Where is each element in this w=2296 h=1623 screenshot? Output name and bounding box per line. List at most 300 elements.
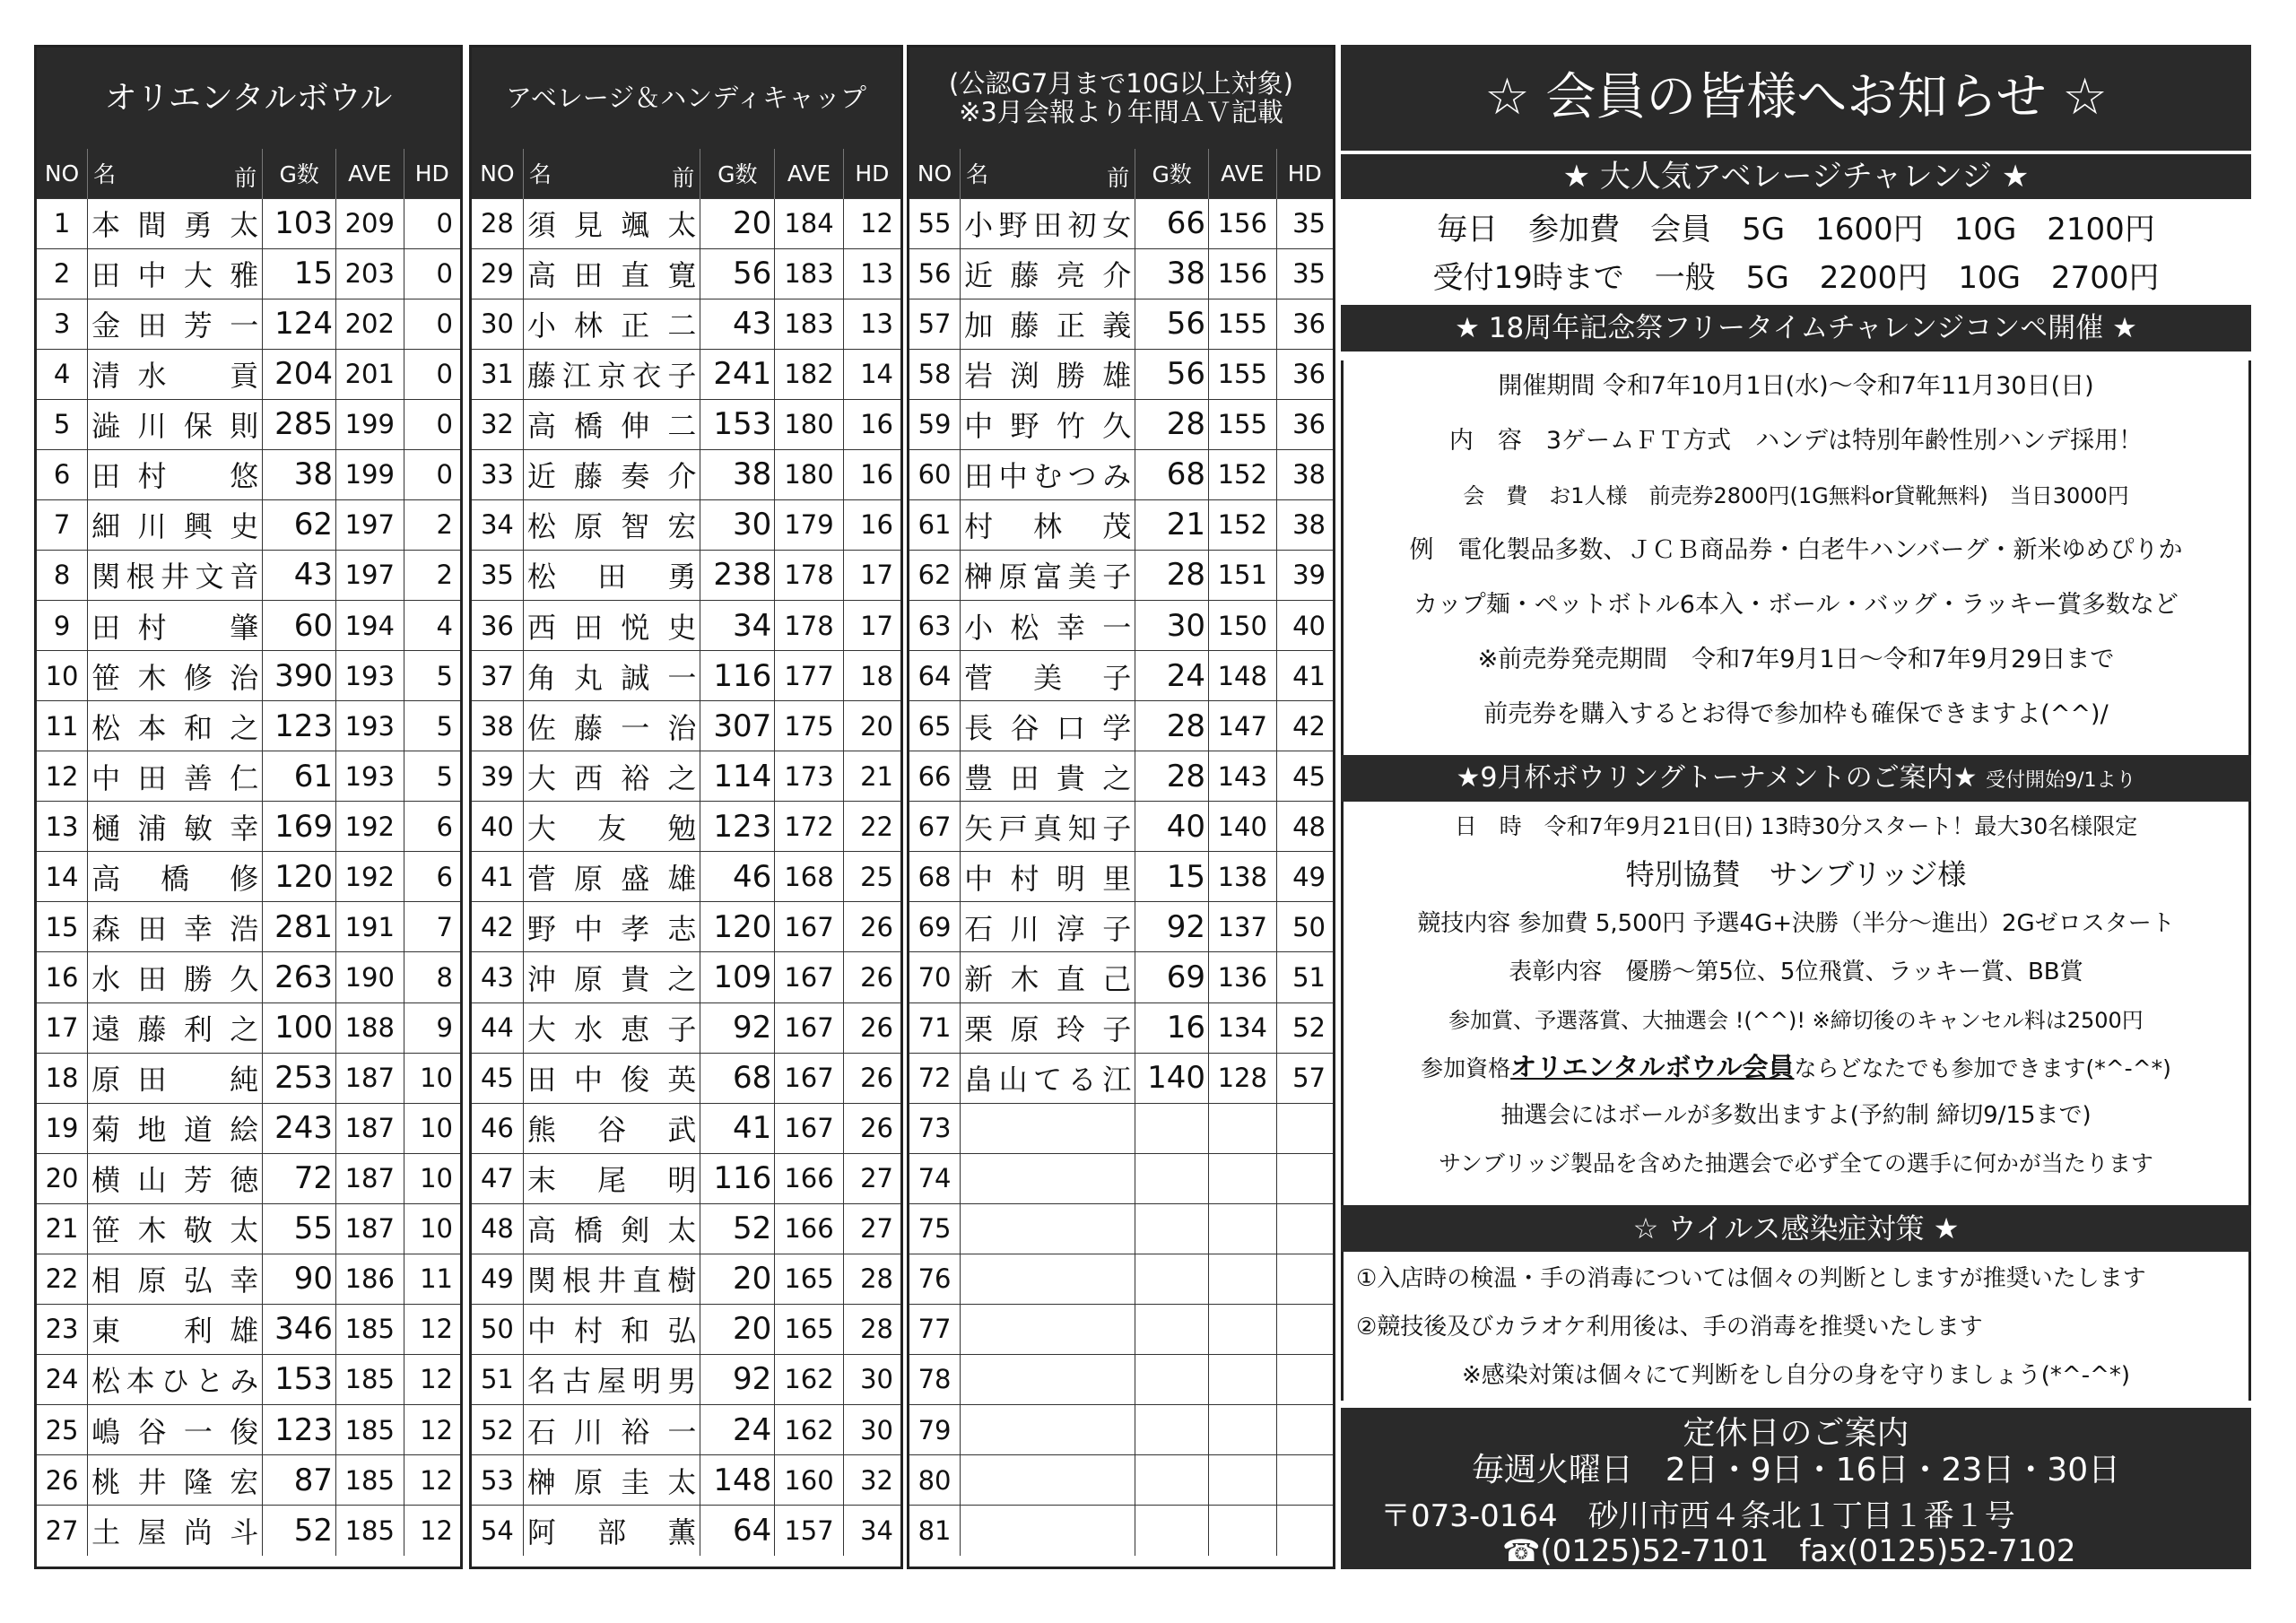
- table-row: [472, 952, 900, 1002]
- games-count: 92: [700, 1354, 775, 1404]
- player-name: 角丸誠一: [523, 651, 700, 701]
- games-count: 100: [263, 1002, 336, 1053]
- average: 202: [336, 299, 404, 349]
- games-count: [1135, 1405, 1209, 1455]
- games-count: [1135, 1103, 1209, 1153]
- table-row: [472, 349, 900, 399]
- games-count: 123: [700, 802, 775, 852]
- table-row: [909, 1002, 1333, 1053]
- table-row: [472, 399, 900, 449]
- rank-no: 2: [37, 248, 88, 299]
- table-row: [37, 1354, 460, 1404]
- section-title-infection: ☆ ウイルス感染症対策 ★: [1341, 1205, 2251, 1252]
- games-count: 346: [263, 1304, 336, 1354]
- player-name: [961, 1103, 1135, 1153]
- player-name: 野中孝志: [523, 902, 700, 952]
- rank-no: 58: [909, 349, 961, 399]
- rank-no: 3: [37, 299, 88, 349]
- rank-no: 37: [472, 651, 523, 701]
- rank-no: 70: [909, 952, 961, 1002]
- player-name: 矢戸真知子: [961, 802, 1135, 852]
- table-row: [37, 550, 460, 600]
- handicap: 20: [843, 701, 900, 751]
- games-count: 28: [1135, 701, 1209, 751]
- player-name: 田村 悠: [88, 449, 263, 499]
- player-name: 高 橋 修: [88, 852, 263, 902]
- games-count: 66: [1135, 198, 1209, 248]
- player-name: 田中大雅: [88, 248, 263, 299]
- header-average: AVE: [1209, 149, 1277, 198]
- handicap: 10: [404, 1103, 460, 1153]
- rank-no: 10: [37, 651, 88, 701]
- rank-no: 1: [37, 198, 88, 248]
- header-no: NO: [37, 149, 88, 198]
- header-no: NO: [909, 149, 961, 198]
- games-count: 38: [1135, 248, 1209, 299]
- header-average: AVE: [336, 149, 404, 198]
- rank-no: 34: [472, 499, 523, 550]
- games-count: 15: [263, 248, 336, 299]
- player-name: 田中むつみ: [961, 449, 1135, 499]
- games-count: 92: [1135, 902, 1209, 952]
- handicap: 32: [843, 1455, 900, 1506]
- player-name: 新木直己: [961, 952, 1135, 1002]
- average: 155: [1209, 399, 1277, 449]
- header-name: 名 前: [88, 149, 263, 198]
- player-name: 近藤亮介: [961, 248, 1135, 299]
- rank-no: 52: [472, 1405, 523, 1455]
- table-row: [909, 651, 1333, 701]
- games-count: 56: [700, 248, 775, 299]
- average: 183: [775, 248, 843, 299]
- handicap: 42: [1276, 701, 1333, 751]
- handicap: [1276, 1506, 1333, 1556]
- average: 140: [1209, 802, 1277, 852]
- average: 191: [336, 902, 404, 952]
- handicap: 12: [404, 1354, 460, 1404]
- average: 165: [775, 1254, 843, 1304]
- table-row: [37, 1254, 460, 1304]
- handicap: 35: [1276, 248, 1333, 299]
- player-name: 樋浦敏幸: [88, 802, 263, 852]
- player-name: 阿 部 薫: [523, 1506, 700, 1556]
- games-count: 120: [263, 852, 336, 902]
- games-count: 241: [700, 349, 775, 399]
- table-row: [472, 449, 900, 499]
- handicap: 17: [843, 601, 900, 651]
- average: 168: [775, 852, 843, 902]
- rank-no: 28: [472, 198, 523, 248]
- handicap: 49: [1276, 852, 1333, 902]
- rank-no: 60: [909, 449, 961, 499]
- average: 197: [336, 499, 404, 550]
- games-count: 52: [700, 1203, 775, 1254]
- table-row: [909, 952, 1333, 1002]
- average: 199: [336, 399, 404, 449]
- player-name: 関根井直樹: [523, 1254, 700, 1304]
- average: 150: [1209, 601, 1277, 651]
- table-row: [909, 248, 1333, 299]
- handicap: 9: [404, 1002, 460, 1053]
- rank-no: 42: [472, 902, 523, 952]
- average: 162: [775, 1405, 843, 1455]
- rank-no: 15: [37, 902, 88, 952]
- average: 137: [1209, 902, 1277, 952]
- player-name: 大 友 勉: [523, 802, 700, 852]
- average: [1209, 1304, 1277, 1354]
- games-count: 69: [1135, 952, 1209, 1002]
- rank-no: 14: [37, 852, 88, 902]
- games-count: 90: [263, 1254, 336, 1304]
- average: 167: [775, 952, 843, 1002]
- player-name: 名古屋明男: [523, 1354, 700, 1404]
- rank-no: 21: [37, 1203, 88, 1254]
- player-name: 森田幸浩: [88, 902, 263, 952]
- games-count: 34: [700, 601, 775, 651]
- handicap: 10: [404, 1153, 460, 1203]
- average: [1209, 1506, 1277, 1556]
- player-name: 小野田初女: [961, 198, 1135, 248]
- games-count: 253: [263, 1053, 336, 1103]
- rank-no: 66: [909, 751, 961, 802]
- table-row: [472, 1002, 900, 1053]
- average: 175: [775, 701, 843, 751]
- table-row: [37, 701, 460, 751]
- handicap: 0: [404, 349, 460, 399]
- store-info: 定休日のご案内 毎週火曜日 2日・9日・16日・23日・30日 〒073-0164 砂川市西４条北１丁目１番１号 ☎(0125)52-7101 fax(0125)52-7102: [1341, 1408, 2251, 1569]
- table-row: [37, 248, 460, 299]
- average: 136: [1209, 952, 1277, 1002]
- player-name: [961, 1354, 1135, 1404]
- handicap: 34: [843, 1506, 900, 1556]
- table-row: [37, 1153, 460, 1203]
- rank-no: 59: [909, 399, 961, 449]
- average: 185: [336, 1354, 404, 1404]
- rank-no: 53: [472, 1455, 523, 1506]
- table-row: [37, 751, 460, 802]
- average: 167: [775, 902, 843, 952]
- player-name: 遠藤利之: [88, 1002, 263, 1053]
- anniversary-details: [1341, 360, 2251, 755]
- average: 190: [336, 952, 404, 1002]
- games-count: 204: [263, 349, 336, 399]
- average: [1209, 1354, 1277, 1404]
- average: 173: [775, 751, 843, 802]
- table-row: [909, 852, 1333, 902]
- table-row: [472, 1455, 900, 1506]
- handicap: 12: [404, 1304, 460, 1354]
- table-row: [909, 1103, 1333, 1153]
- games-count: 124: [263, 299, 336, 349]
- rank-no: 48: [472, 1203, 523, 1254]
- rank-no: 79: [909, 1405, 961, 1455]
- games-count: 68: [700, 1053, 775, 1103]
- player-name: 榊原圭太: [523, 1455, 700, 1506]
- table-header: [37, 149, 460, 198]
- header-no: NO: [472, 149, 523, 198]
- games-count: 103: [263, 198, 336, 248]
- games-count: 64: [700, 1506, 775, 1556]
- table-row: [909, 550, 1333, 600]
- average: 160: [775, 1455, 843, 1506]
- player-name: 笹木敬太: [88, 1203, 263, 1254]
- player-name: 近藤奏介: [523, 449, 700, 499]
- rank-no: 72: [909, 1053, 961, 1103]
- average: 143: [1209, 751, 1277, 802]
- games-count: 38: [700, 449, 775, 499]
- handicap: 36: [1276, 349, 1333, 399]
- table-row: [37, 1506, 460, 1556]
- handicap: 4: [404, 601, 460, 651]
- handicap: 26: [843, 952, 900, 1002]
- games-count: 153: [700, 399, 775, 449]
- table-row: [472, 299, 900, 349]
- average: 188: [336, 1002, 404, 1053]
- infection-details: ①入店時の検温・手の消毒については個々の判断としますが推奨いたします ②競技後及びカラオケ利用後は、手の消毒を推奨いたします ※感染対策は個々にて判断をし自分の身を守りましょう(*^-^*): [1341, 1252, 2251, 1401]
- player-name: 清水 貢: [88, 349, 263, 399]
- average: 151: [1209, 550, 1277, 600]
- average: 185: [336, 1506, 404, 1556]
- table-row: [909, 499, 1333, 550]
- player-name: 熊 谷 武: [523, 1103, 700, 1153]
- average: 209: [336, 198, 404, 248]
- anniversary-line: 会 費 お1人様 前売券2800円(1G無料or貸靴無料) 当日3000円: [1463, 483, 2129, 508]
- games-count: 114: [700, 751, 775, 802]
- ranking-table: [472, 149, 900, 1556]
- handicap: 22: [843, 802, 900, 852]
- notice-column: [1341, 45, 2251, 1569]
- rank-no: 63: [909, 601, 961, 651]
- rank-no: 13: [37, 802, 88, 852]
- table-header: [472, 149, 900, 198]
- games-count: 20: [700, 1304, 775, 1354]
- average: 182: [775, 349, 843, 399]
- games-count: [1135, 1455, 1209, 1506]
- rank-no: 68: [909, 852, 961, 902]
- handicap: 0: [404, 449, 460, 499]
- handicap: 51: [1276, 952, 1333, 1002]
- table-row: [909, 1354, 1333, 1404]
- rank-no: 75: [909, 1203, 961, 1254]
- handicap: 30: [843, 1405, 900, 1455]
- handicap: 38: [1276, 499, 1333, 550]
- rank-no: 78: [909, 1354, 961, 1404]
- table-row: [37, 399, 460, 449]
- table-row: [472, 1506, 900, 1556]
- table-row: [909, 349, 1333, 399]
- games-count: 24: [1135, 651, 1209, 701]
- rank-no: 71: [909, 1002, 961, 1053]
- games-count: [1135, 1203, 1209, 1254]
- table-row: [37, 852, 460, 902]
- handicap: [1276, 1254, 1333, 1304]
- average: 192: [336, 852, 404, 902]
- rank-no: 23: [37, 1304, 88, 1354]
- section-title-anniversary: ★ 18周年記念祭フリータイムチャレンジコンペ開催 ★: [1341, 305, 2251, 352]
- table-row: [37, 952, 460, 1002]
- player-name: 沖原貴之: [523, 952, 700, 1002]
- average: 167: [775, 1053, 843, 1103]
- rank-no: 49: [472, 1254, 523, 1304]
- handicap: 17: [843, 550, 900, 600]
- player-name: [961, 1153, 1135, 1203]
- player-name: 中野竹久: [961, 399, 1135, 449]
- table-row: [909, 601, 1333, 651]
- average: [1209, 1203, 1277, 1254]
- rank-no: 8: [37, 550, 88, 600]
- rank-no: 56: [909, 248, 961, 299]
- header-average: AVE: [775, 149, 843, 198]
- rank-no: 45: [472, 1053, 523, 1103]
- handicap: 26: [843, 902, 900, 952]
- rank-no: 67: [909, 802, 961, 852]
- player-name: 土屋尚斗: [88, 1506, 263, 1556]
- player-name: 小松幸一: [961, 601, 1135, 651]
- average: 193: [336, 701, 404, 751]
- rank-no: 69: [909, 902, 961, 952]
- rank-no: 11: [37, 701, 88, 751]
- games-count: 72: [263, 1153, 336, 1203]
- average: 203: [336, 248, 404, 299]
- rank-no: 33: [472, 449, 523, 499]
- average: 180: [775, 449, 843, 499]
- anniversary-line: 開催期間 令和7年10月1日(水)～令和7年11月30日(日): [1498, 372, 2094, 400]
- rank-no: 27: [37, 1506, 88, 1556]
- handicap: 12: [404, 1405, 460, 1455]
- player-name: 横山芳徳: [88, 1153, 263, 1203]
- rank-no: 39: [472, 751, 523, 802]
- games-count: 61: [263, 751, 336, 802]
- average: [1209, 1455, 1277, 1506]
- table-row: [37, 601, 460, 651]
- player-name: 東 利雄: [88, 1304, 263, 1354]
- average: 166: [775, 1203, 843, 1254]
- average: 148: [1209, 651, 1277, 701]
- average: 166: [775, 1153, 843, 1203]
- games-count: 46: [700, 852, 775, 902]
- table-row: [472, 1153, 900, 1203]
- header-handicap: HD: [404, 149, 460, 198]
- player-name: 中村和弘: [523, 1304, 700, 1354]
- rank-no: 73: [909, 1103, 961, 1153]
- rank-no: 20: [37, 1153, 88, 1203]
- player-name: 西田悦史: [523, 601, 700, 651]
- average: 183: [775, 299, 843, 349]
- games-count: 15: [1135, 852, 1209, 902]
- header-name: 名 前: [961, 149, 1135, 198]
- games-count: 68: [1135, 449, 1209, 499]
- average: 201: [336, 349, 404, 399]
- games-count: [1135, 1354, 1209, 1404]
- table-row: [37, 1103, 460, 1153]
- rank-no: 19: [37, 1103, 88, 1153]
- anniversary-line: 内 容 3ゲームＦＴ方式 ハンデは特別年齢性別ハンデ採用！: [1448, 427, 2144, 455]
- ranking-column-1: [34, 45, 463, 1569]
- player-name: [961, 1455, 1135, 1506]
- rank-no: 30: [472, 299, 523, 349]
- table-row: [37, 1304, 460, 1354]
- average: 157: [775, 1506, 843, 1556]
- games-count: 390: [263, 651, 336, 701]
- rank-no: 62: [909, 550, 961, 600]
- player-name: 細川興史: [88, 499, 263, 550]
- games-count: 16: [1135, 1002, 1209, 1053]
- table-row: [37, 1002, 460, 1053]
- handicap: 12: [404, 1506, 460, 1556]
- handicap: 21: [843, 751, 900, 802]
- average: 179: [775, 499, 843, 550]
- games-count: 238: [700, 550, 775, 600]
- ranking-table: [909, 149, 1333, 1556]
- player-name: 桃井隆宏: [88, 1455, 263, 1506]
- player-name: 榊原富美子: [961, 550, 1135, 600]
- handicap: 12: [843, 198, 900, 248]
- handicap: 50: [1276, 902, 1333, 952]
- table-row: [37, 1455, 460, 1506]
- handicap: 6: [404, 852, 460, 902]
- player-name: 加藤正義: [961, 299, 1135, 349]
- handicap: [1276, 1304, 1333, 1354]
- games-count: 20: [700, 198, 775, 248]
- handicap: 12: [404, 1455, 460, 1506]
- table-row: [909, 802, 1333, 852]
- table-row: [909, 1455, 1333, 1506]
- player-name: 小林正二: [523, 299, 700, 349]
- table-header: [909, 149, 1333, 198]
- table-row: [37, 902, 460, 952]
- player-name: 畠山てる江: [961, 1053, 1135, 1103]
- games-count: 21: [1135, 499, 1209, 550]
- handicap: 13: [843, 248, 900, 299]
- handicap: 0: [404, 198, 460, 248]
- rank-no: 38: [472, 701, 523, 751]
- handicap: 11: [404, 1254, 460, 1304]
- player-name: 松本ひとみ: [88, 1354, 263, 1404]
- average: 155: [1209, 349, 1277, 399]
- rank-no: 55: [909, 198, 961, 248]
- average: [1209, 1405, 1277, 1455]
- handicap: 40: [1276, 601, 1333, 651]
- rank-no: 61: [909, 499, 961, 550]
- games-count: 285: [263, 399, 336, 449]
- table-row: [909, 1405, 1333, 1455]
- player-name: 石川裕一: [523, 1405, 700, 1455]
- average: 187: [336, 1053, 404, 1103]
- average: 197: [336, 550, 404, 600]
- rank-no: 54: [472, 1506, 523, 1556]
- table-row: [37, 1203, 460, 1254]
- ranking-table: [37, 149, 460, 1556]
- table-row: [909, 198, 1333, 248]
- table-row: [909, 449, 1333, 499]
- average: 165: [775, 1304, 843, 1354]
- average: 185: [336, 1405, 404, 1455]
- average: 187: [336, 1103, 404, 1153]
- player-name: 本間勇太: [88, 198, 263, 248]
- average: 156: [1209, 248, 1277, 299]
- average: 152: [1209, 499, 1277, 550]
- player-name: 長谷口学: [961, 701, 1135, 751]
- handicap: 45: [1276, 751, 1333, 802]
- player-name: 石川淳子: [961, 902, 1135, 952]
- player-name: 笹木修治: [88, 651, 263, 701]
- anniversary-line: ※前売券発売期間 令和7年9月1日～令和7年9月29日まで: [1477, 646, 2115, 673]
- header-games: G数: [700, 149, 775, 198]
- handicap: 27: [843, 1153, 900, 1203]
- handicap: 10: [404, 1203, 460, 1254]
- average: 155: [1209, 299, 1277, 349]
- average: 147: [1209, 701, 1277, 751]
